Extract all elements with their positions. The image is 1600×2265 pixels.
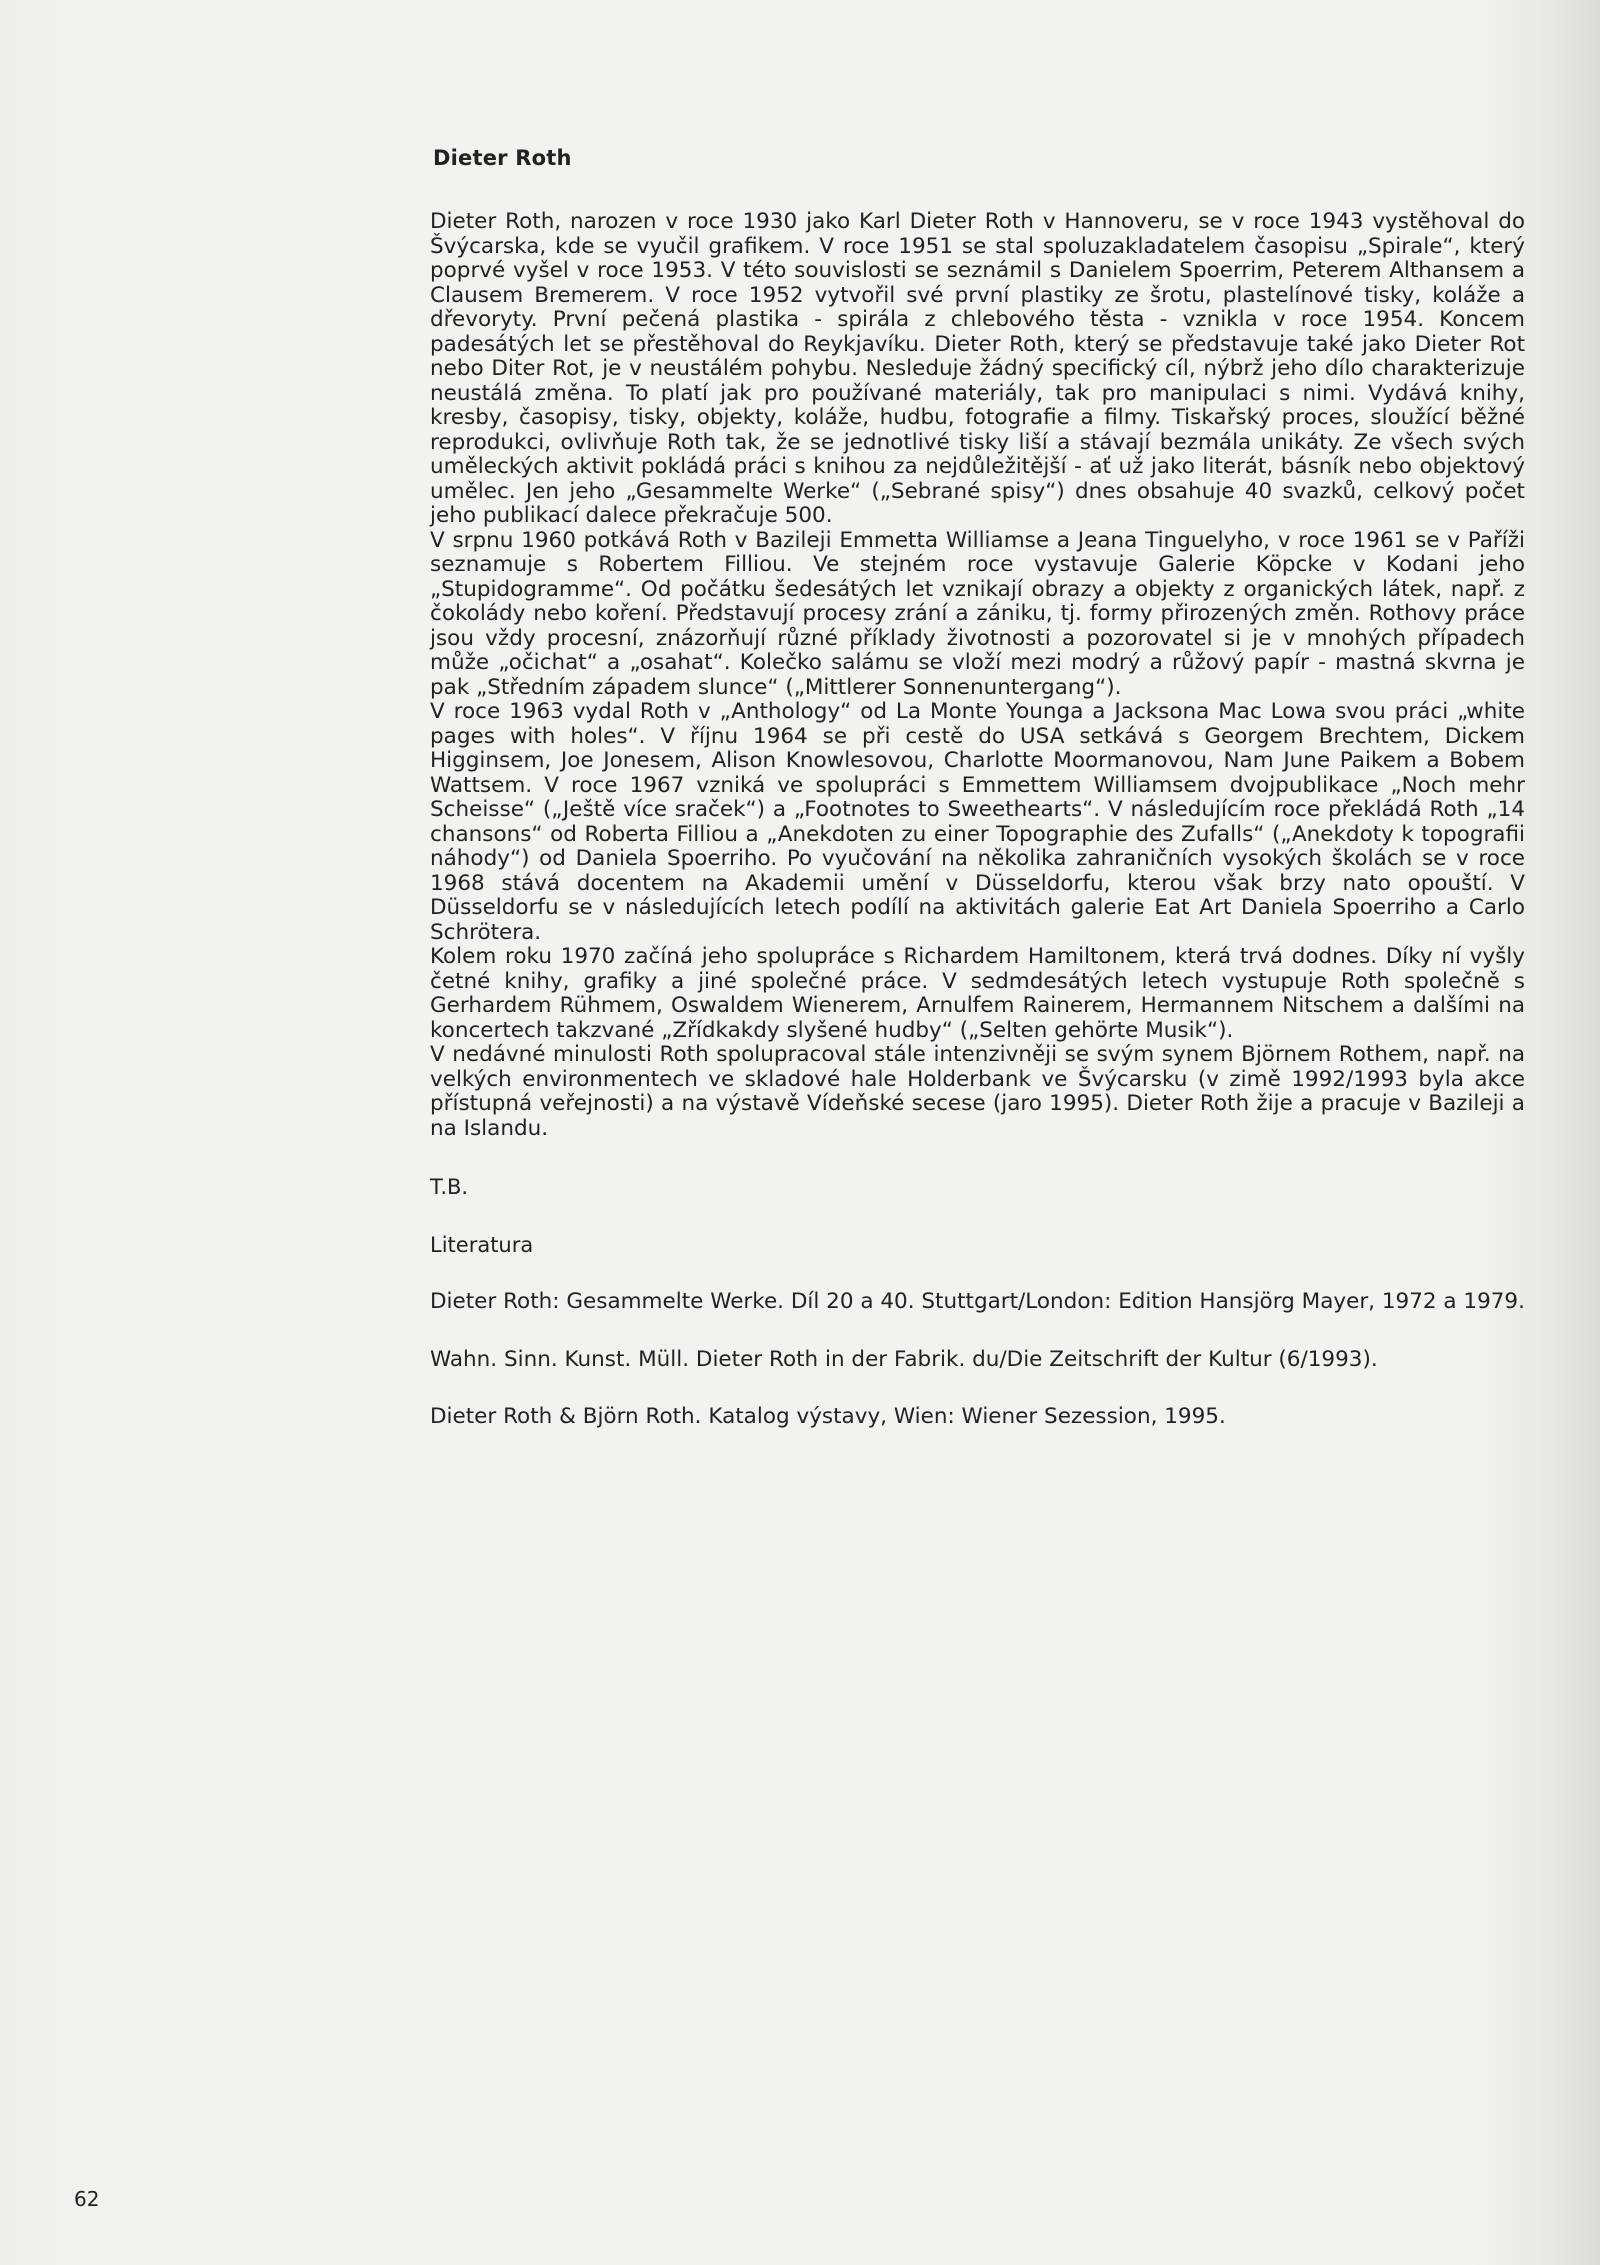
paragraph-2: V srpnu 1960 potkává Roth v Bazileji Emmetta Williamse a Jeana Tinguelyho, v roce 1961 se v Paříži seznamuje s Robertem Filliou. Ve stejném roce vystavuje Galerie Köpcke v Kodani jeho „Stupidogramme“. Od počátku šedesátých let vznikají obrazy a objekty z organických látek, např. z čokolády nebo koření. Představují procesy zrání a zániku, tj. formy přirozených změn. Rothovy práce jsou vždy procesní, znázorňují různé příklady životnosti a pozorovatel si je v mnohých případech může „očichat“ a „osahat“. Kolečko salámu se vloží mezi modrý a růžový papír - mastná skvrna je pak „Středním západem slunce“ („Mittlerer Sonnenuntergang“).	[430, 527, 1525, 700]
author-initials: T.B.	[430, 1175, 469, 1199]
article-body	[430, 146, 1525, 1430]
paragraph-1: Dieter Roth, narozen v roce 1930 jako Karl Dieter Roth v Hannoveru, se v roce 1943 vystěhoval do Švýcarska, kde se vyučil grafikem. V roce 1951 se stal spoluzakladatelem časopisu „Spirale“, který poprvé vyšel v roce 1953. V této souvislosti se seznámil s Danielem Spoerrim, Peterem Althansem a Clausem Bremerem. V roce 1952 vytvořil své první plastiky ze šrotu, plastelínové tisky, koláže a dřevoryty. První pečená plastika - spirála z chlebového těsta - vznikla v roce 1954. Koncem padesátých let se přestěhoval do Reykjavíku. Dieter Roth, který se představuje také jako Dieter Rot nebo Diter Rot, je v neustálém pohybu. Nesleduje žádný specifický cíl, nýbrž jeho dílo charakterizuje neustálá změna. To platí jak pro používané materiály, tak pro manipulaci s nimi. Vydává knihy, kresby, časopisy, tisky, objekty, koláže, hudbu, fotografie a filmy. Tiskařský proces, sloužící běžné reprodukci, ovlivňuje Roth tak, že se jednotlivé tisky liší a stávají bezmála unikáty. Ze všech svých uměleckých aktivit pokládá práci s knihou za nejdůležitější - ať už jako literát, básník nebo objektový umělec. Jen jeho „Gesammelte Werke“ („Sebrané spisy“) dnes obsahuje 40 svazků, celkový počet jeho publikací dalece překračuje 500.	[430, 209, 1525, 528]
page-number: 62	[74, 2187, 100, 2211]
paragraph-3: V roce 1963 vydal Roth v „Anthology“ od La Monte Younga a Jacksona Mac Lowa svou práci „white pages with holes“. V říjnu 1964 se při cestě do USA setkává s Georgem Brechtem, Dickem Higginsem, Joe Jonesem, Alison Knowlesovou, Charlotte Moormanovou, Nam June Paikem a Bobem Wattsem. V roce 1967 vzniká ve spolupráci s Emmettem Williamsem dvojpublikace „Noch mehr Scheisse“ („Ještě více sraček“) a „Footnotes to Sweethearts“. V následujícím roce překládá Roth „14 chansons“ od Roberta Filliou a „Anekdoten zu einer Topographie des Zufalls“ („Anekdoty k topografii náhody“) od Daniela Spoerriho. Po vyučování na několika zahraničních vysokých školách se v roce 1968 stává docentem na Akademii umění v Düsseldorfu, kterou však brzy nato opouští. V Düsseldorfu se v následujících letech podílí na aktivitách galerie Eat Art Daniela Spoerriho a Carlo Schrötera.	[430, 699, 1525, 945]
literature-heading: Literatura	[430, 1233, 534, 1257]
literature-item-3: Dieter Roth & Björn Roth. Katalog výstavy, Wien: Wiener Sezession, 1995.	[430, 1404, 1226, 1429]
literature-item-2: Wahn. Sinn. Kunst. Müll. Dieter Roth in der Fabrik. du/Die Zeitschrift der Kultur (6/1993).	[430, 1346, 1378, 1372]
article-heading: Dieter Roth	[433, 146, 572, 170]
literature-item-1: Dieter Roth: Gesammelte Werke. Díl 20 a 40. Stuttgart/London: Edition Hansjörg Mayer, 1972 a 1979.	[430, 1289, 1525, 1314]
paragraph-5: V nedávné minulosti Roth spolupracoval stále intenzivněji se svým synem Björnem Rothem, např. na velkých environmentech ve skladové hale Holderbank ve Švýcarsku (v zimě 1992/1993 byla akce přístupná veřejnosti) a na výstavě Vídeňské secese (jaro 1995). Dieter Roth žije a pracuje v Bazileji a na Islandu.	[430, 1042, 1525, 1141]
paragraph-4: Kolem roku 1970 začíná jeho spolupráce s Richardem Hamiltonem, která trvá dodnes. Díky ní vyšly četné knihy, grafiky a jiné společné práce. V sedmdesátých letech vystupuje Roth společně s Gerhardem Rühmem, Oswaldem Wienerem, Arnulfem Rainerem, Hermannem Nitschem a dalšími na koncertech takzvané „Zřídkakdy slyšené hudby“ („Selten gehörte Musik“).	[430, 944, 1525, 1043]
